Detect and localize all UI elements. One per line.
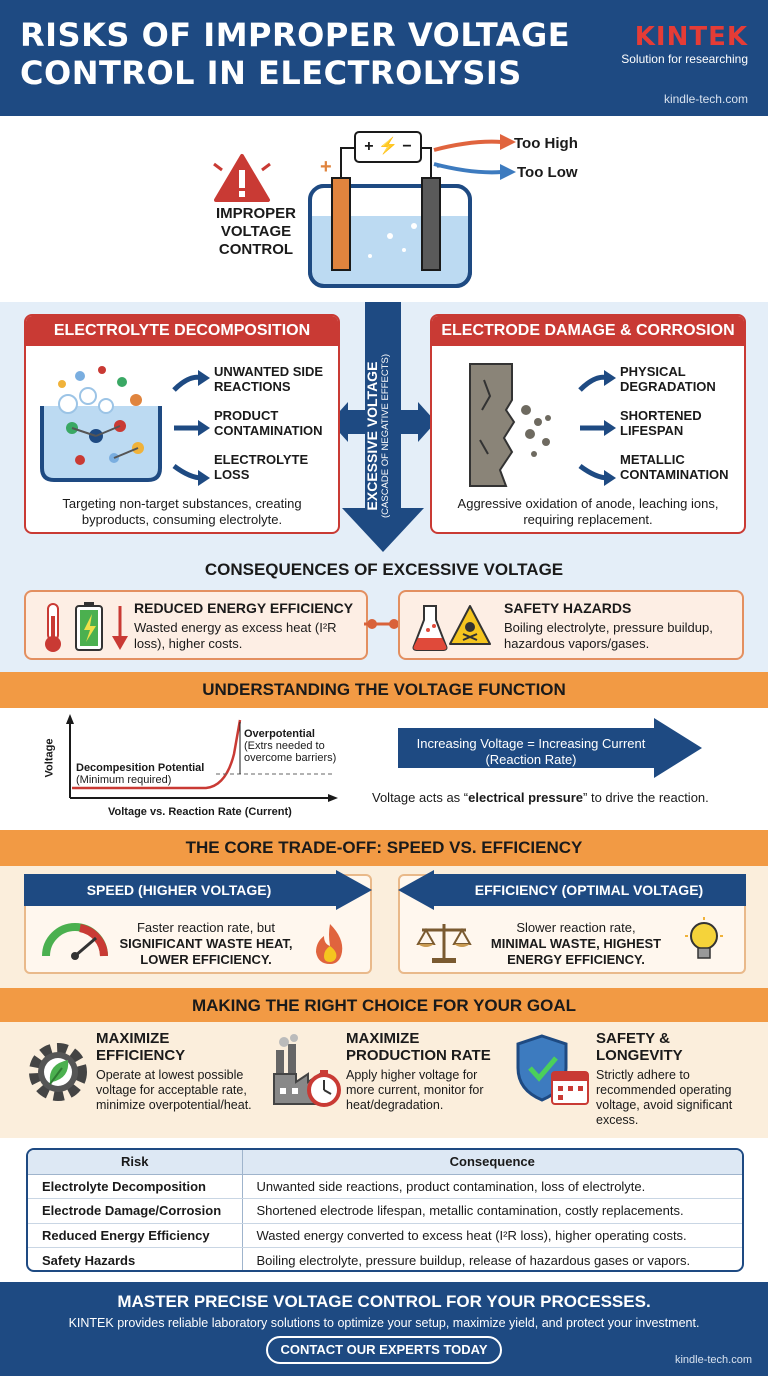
electrode-item-2: SHORTENED LIFESPAN: [620, 408, 702, 438]
pressure-post: ” to drive the reaction.: [583, 790, 709, 805]
gauge-icon: [40, 918, 110, 962]
arrow-right-icon: [578, 368, 618, 488]
increasing-voltage-text: Increasing Voltage = Increasing Current (Reaction Rate): [416, 736, 646, 767]
x-axis-label: Voltage vs. Reaction Rate (Current): [108, 806, 292, 818]
table-header-row: [28, 1150, 742, 1174]
beaker-bubbles-icon: [36, 356, 166, 486]
warning-label: IMPROPER VOLTAGE CONTROL: [215, 205, 296, 258]
electrode-card-title: ELECTRODE DAMAGE & CORROSION: [432, 316, 744, 346]
electrolyte-item-2: PRODUCT CONTAMINATION: [214, 408, 323, 438]
brand-tagline: Solution for researching: [621, 52, 748, 66]
corroded-electrode-icon: [450, 360, 570, 490]
electrode-card-desc: Aggressive oxidation of anode, leaching ions, requiring replacement.: [457, 496, 719, 527]
decomposition-title: Decompesition Potential: [76, 762, 205, 774]
speed-desc: [106, 920, 306, 968]
connector-icon: [364, 616, 402, 632]
electrode-item-3: METALLIC CONTAMINATION: [620, 452, 729, 482]
y-axis-label: Voltage: [43, 738, 56, 778]
table-row: [28, 1223, 742, 1248]
table-row: [28, 1248, 742, 1273]
electrolyte-decomposition-card: [24, 314, 340, 534]
efficiency-title: EFFICIENCY (OPTIMAL VOLTAGE): [474, 882, 704, 898]
electrolyte-item-3: ELECTROLYTE LOSS: [214, 452, 309, 482]
electrode-item-1: PHYSICAL DEGRADATION: [620, 364, 716, 394]
choice-band: MAKING THE RIGHT CHOICE FOR YOUR GOAL: [0, 988, 768, 1024]
table-header-risk: Risk: [28, 1150, 242, 1174]
table-cell-consequence: Wasted energy converted to excess heat (I²R loss), higher operating costs.: [242, 1223, 742, 1248]
electrical-pressure-text: [372, 790, 709, 805]
choice-title-1: MAXIMIZE EFFICIENCY: [96, 1030, 186, 1064]
excessive-voltage-title: EXCESSIVE VOLTAGE: [364, 361, 380, 511]
electrolyte-item-1: UNWANTED SIDE REACTIONS: [214, 364, 324, 394]
choice-desc-2: Apply higher voltage for more current, monitor for heat/degradation.: [346, 1068, 484, 1112]
risk-table: [28, 1150, 742, 1272]
footer-url[interactable]: kindle-tech.com: [674, 1354, 752, 1366]
safety-title: SAFETY HAZARDS: [504, 600, 632, 616]
speed-desc-normal: Faster reaction rate, but: [136, 920, 275, 935]
table-header-consequence: Consequence: [242, 1150, 742, 1174]
shield-calendar-icon: [512, 1032, 592, 1110]
reduced-efficiency-card: [24, 590, 368, 660]
pressure-bold: electrical pressure: [468, 790, 584, 805]
header-url[interactable]: kindle-tech.com: [663, 92, 748, 106]
table-cell-risk: Electrode Damage/Corrosion: [28, 1199, 242, 1224]
efficiency-desc-normal: Slower reaction rate,: [516, 920, 636, 935]
excessive-voltage-text: [364, 316, 400, 556]
flame-icon: [310, 922, 350, 966]
consequences-heading: CONSEQUENCES OF EXCESSIVE VOLTAGE: [204, 560, 564, 579]
brand: [621, 22, 748, 66]
speed-title: SPEED (HIGHER VOLTAGE): [86, 882, 272, 898]
excessive-voltage-subtitle: (CASCADE OF NEGATIVE EFFECTS): [380, 354, 391, 518]
factory-stopwatch-icon: [270, 1034, 346, 1112]
minus-sign: −: [436, 156, 448, 178]
decomposition-label: [76, 762, 204, 786]
header: [0, 0, 768, 116]
efficiency-desc: [476, 920, 676, 968]
table-row: [28, 1174, 742, 1199]
efficiency-title: REDUCED ENERGY EFFICIENCY: [134, 600, 354, 616]
speed-desc-bold: SIGNIFICANT WASTE HEAT, LOWER EFFICIENCY.: [119, 936, 293, 967]
contact-experts-button[interactable]: CONTACT OUR EXPERTS TODAY: [266, 1336, 502, 1364]
choice-title-2: MAXIMIZE PRODUCTION RATE: [346, 1030, 491, 1064]
too-high-label: Too High: [514, 135, 578, 152]
table-cell-consequence: Boiling electrolyte, pressure buildup, release of hazardous gases or vapors.: [256, 1252, 691, 1268]
choice-desc-1: Operate at lowest possible voltage for acceptable rate, minimize overpotential/heat.: [96, 1068, 252, 1112]
table-cell-risk: Electrolyte Decomposition: [28, 1174, 242, 1199]
pressure-pre: Voltage acts as “: [372, 790, 469, 805]
brand-logo: KINTEK: [634, 22, 748, 52]
plus-sign: +: [320, 156, 332, 178]
arrow-low-icon: [432, 160, 518, 184]
tradeoff-band: THE CORE TRADE-OFF: SPEED VS. EFFICIENCY: [0, 830, 768, 866]
choice-title-3: SAFETY & LONGEVITY: [596, 1030, 683, 1064]
footer-title: MASTER PRECISE VOLTAGE CONTROL FOR YOUR PROCESSES.: [117, 1292, 651, 1311]
page-title: RISKS OF IMPROPER VOLTAGE CONTROL IN ELECTROLYSIS: [20, 16, 571, 92]
balance-scale-icon: [416, 918, 472, 964]
decomposition-sub: (Minimum required): [76, 774, 172, 786]
electrolyte-card-desc: Targeting non-target substances, creating byproducts, consuming electrolyte.: [62, 496, 302, 527]
overpotential-title: Overpotential: [244, 728, 315, 740]
summary-table: [26, 1148, 744, 1272]
table-cell-consequence: Shortened electrode lifespan, metallic contamination, costly replacements.: [242, 1199, 742, 1224]
efficiency-desc-bold: MINIMAL WASTE, HIGHEST ENERGY EFFICIENCY.: [490, 936, 662, 967]
battery-symbol: + ⚡ −: [364, 138, 412, 155]
electrolyte-card-title: ELECTROLYTE DECOMPOSITION: [26, 316, 338, 346]
choice-desc-3: Strictly adhere to recommended operating voltage, avoid significant excess.: [596, 1068, 733, 1127]
warning-icon: [210, 150, 274, 206]
overpotential-sub: (Extrs needed to overcome barriers): [244, 740, 337, 764]
gear-leaf-icon: [22, 1036, 94, 1108]
thermometer-battery-icon: [40, 600, 140, 654]
footer: [0, 1282, 768, 1376]
arrow-right-icon: [172, 368, 212, 488]
table-cell-risk: Reduced Energy Efficiency: [28, 1223, 242, 1248]
table-cell-consequence: Unwanted side reactions, product contamination, loss of electrolyte.: [242, 1174, 742, 1199]
arrow-high-icon: [432, 130, 518, 154]
table-cell-risk: Safety Hazards: [28, 1248, 242, 1273]
lightbulb-icon: [682, 916, 726, 966]
safety-hazards-card: [398, 590, 744, 660]
table-row: [28, 1199, 742, 1224]
electrode-damage-card: [430, 314, 746, 534]
footer-subtitle: KINTEK provides reliable laboratory solutions to optimize your setup, maximize yield, and protect your investment.: [68, 1316, 700, 1330]
overpotential-label: [244, 728, 354, 764]
efficiency-desc: Wasted energy as excess heat (I²R loss), higher costs.: [134, 620, 337, 651]
hazard-flask-icon: [410, 600, 494, 654]
safety-desc: Boiling electrolyte, pressure buildup, hazardous vapors/gases.: [504, 620, 713, 651]
voltage-function-band: UNDERSTANDING THE VOLTAGE FUNCTION: [0, 672, 768, 708]
too-low-label: Too Low: [517, 164, 578, 181]
